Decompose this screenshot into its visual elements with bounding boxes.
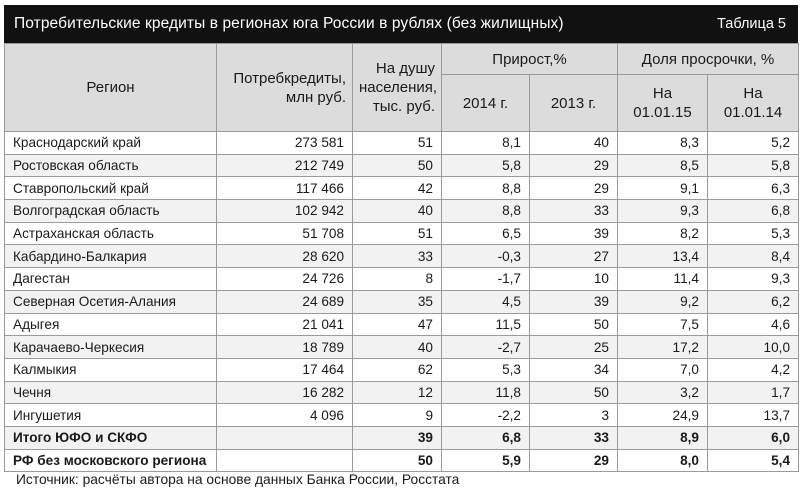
cell-growth-2013: 39 <box>530 290 618 313</box>
cell-credits: 24 689 <box>217 290 353 313</box>
cell-per-capita: 51 <box>353 132 442 155</box>
cell-overdue-2014: 6,3 <box>708 177 799 200</box>
header-overdue-2014-line2: 01.01.14 <box>723 104 783 121</box>
cell-growth-2014: -2,2 <box>442 404 530 427</box>
cell-growth-2013: 25 <box>530 336 618 359</box>
cell-overdue-2015: 8,9 <box>618 426 708 449</box>
cell-overdue-2015: 3,2 <box>618 381 708 404</box>
header-overdue-2015-line2: 01.01.15 <box>633 104 692 121</box>
cell-growth-2013: 29 <box>530 177 618 200</box>
cell-overdue-2014: 1,7 <box>708 381 799 404</box>
source-note: Источник: расчёты автора на основе данных Банка России, Росстата <box>16 472 460 487</box>
cell-region: Дагестан <box>5 268 217 291</box>
cell-growth-2013: 3 <box>530 404 618 427</box>
cell-per-capita: 50 <box>353 449 442 472</box>
cell-overdue-2015: 13,4 <box>618 245 708 268</box>
cell-growth-2013: 27 <box>530 245 618 268</box>
cell-region: Адыгея <box>5 313 217 336</box>
cell-growth-2014: 11,8 <box>442 381 530 404</box>
cell-overdue-2014: 13,7 <box>708 404 799 427</box>
cell-overdue-2014: 5,8 <box>708 154 799 177</box>
cell-region: Волгоградская область <box>5 200 217 223</box>
cell-credits: 117 466 <box>217 177 353 200</box>
table-number-label: Таблица 5 <box>717 16 786 32</box>
cell-overdue-2014: 6,8 <box>708 200 799 223</box>
cell-per-capita: 50 <box>353 154 442 177</box>
cell-growth-2014: 5,3 <box>442 358 530 381</box>
cell-growth-2013: 50 <box>530 313 618 336</box>
cell-credits: 273 581 <box>217 132 353 155</box>
table-row <box>5 358 799 381</box>
cell-credits: 102 942 <box>217 200 353 223</box>
table-row <box>5 290 799 313</box>
header-overdue-2014-line1: На <box>743 85 763 102</box>
header-growth-2014: 2014 г. <box>442 75 530 132</box>
cell-growth-2014: 6,5 <box>442 222 530 245</box>
cell-credits: 17 464 <box>217 358 353 381</box>
cell-per-capita: 40 <box>353 200 442 223</box>
cell-overdue-2014: 5,3 <box>708 222 799 245</box>
cell-growth-2014: -2,7 <box>442 336 530 359</box>
cell-growth-2013: 29 <box>530 154 618 177</box>
cell-region: Кабардино-Балкария <box>5 245 217 268</box>
cell-overdue-2014: 6,0 <box>708 426 799 449</box>
header-region: Регион <box>5 44 217 132</box>
cell-growth-2013: 34 <box>530 358 618 381</box>
cell-overdue-2014: 5,4 <box>708 449 799 472</box>
cell-credits: 51 708 <box>217 222 353 245</box>
credit-table <box>4 43 799 472</box>
cell-region: Калмыкия <box>5 358 217 381</box>
header-per-capita <box>353 44 442 132</box>
cell-growth-2014: -0,3 <box>442 245 530 268</box>
header-growth-2013: 2013 г. <box>530 75 618 132</box>
cell-overdue-2015: 11,4 <box>618 268 708 291</box>
table-total-row <box>5 449 799 472</box>
cell-overdue-2015: 9,1 <box>618 177 708 200</box>
header-growth: Прирост,% <box>442 44 618 75</box>
cell-region: Краснодарский край <box>5 132 217 155</box>
cell-region: Ростовская область <box>5 154 217 177</box>
cell-credits: 28 620 <box>217 245 353 268</box>
cell-growth-2013: 40 <box>530 132 618 155</box>
cell-region: Ингушетия <box>5 404 217 427</box>
cell-credits: 21 041 <box>217 313 353 336</box>
cell-per-capita: 12 <box>353 381 442 404</box>
cell-growth-2014: 8,8 <box>442 177 530 200</box>
cell-region: РФ без московского региона <box>5 449 217 472</box>
cell-per-capita: 42 <box>353 177 442 200</box>
header-overdue-2015-line1: На <box>652 85 673 102</box>
table-row <box>5 336 799 359</box>
cell-per-capita: 40 <box>353 336 442 359</box>
cell-overdue-2015: 24,9 <box>618 404 708 427</box>
table-row <box>5 268 799 291</box>
cell-credits: 18 789 <box>217 336 353 359</box>
cell-region: Карачаево-Черкесия <box>5 336 217 359</box>
table-title-bar <box>4 5 798 43</box>
cell-overdue-2015: 8,3 <box>618 132 708 155</box>
cell-overdue-2015: 8,5 <box>618 154 708 177</box>
table-title: Потребительские кредиты в регионах юга России в рублях (без жилищных) <box>14 15 564 32</box>
table-row <box>5 154 799 177</box>
cell-region: Северная Осетия-Алания <box>5 290 217 313</box>
cell-overdue-2015: 8,0 <box>618 449 708 472</box>
cell-growth-2013: 10 <box>530 268 618 291</box>
header-credits-line1: Потребкредиты, <box>233 69 346 87</box>
cell-overdue-2015: 17,2 <box>618 336 708 359</box>
cell-growth-2014: 5,8 <box>442 154 530 177</box>
header-credits <box>217 44 353 132</box>
cell-growth-2014: 4,5 <box>442 290 530 313</box>
cell-growth-2014: -1,7 <box>442 268 530 291</box>
cell-overdue-2015: 8,2 <box>618 222 708 245</box>
table-row <box>5 381 799 404</box>
cell-per-capita: 8 <box>353 268 442 291</box>
header-per-capita-line1: На душу <box>375 60 435 77</box>
cell-region: Астраханская область <box>5 222 217 245</box>
header-overdue-2015 <box>618 75 708 132</box>
cell-per-capita: 62 <box>353 358 442 381</box>
cell-overdue-2014: 5,2 <box>708 132 799 155</box>
cell-overdue-2014: 8,4 <box>708 245 799 268</box>
cell-per-capita: 39 <box>353 426 442 449</box>
cell-overdue-2014: 4,2 <box>708 358 799 381</box>
cell-growth-2014: 5,9 <box>442 449 530 472</box>
cell-growth-2013: 33 <box>530 426 618 449</box>
cell-region: Итого ЮФО и СКФО <box>5 426 217 449</box>
cell-growth-2014: 8,1 <box>442 132 530 155</box>
cell-region: Ставропольский край <box>5 177 217 200</box>
cell-overdue-2015: 9,3 <box>618 200 708 223</box>
cell-growth-2014: 11,5 <box>442 313 530 336</box>
cell-growth-2014: 6,8 <box>442 426 530 449</box>
table-row <box>5 132 799 155</box>
cell-credits: 16 282 <box>217 381 353 404</box>
cell-growth-2013: 33 <box>530 200 618 223</box>
cell-overdue-2014: 9,3 <box>708 268 799 291</box>
cell-region: Чечня <box>5 381 217 404</box>
cell-growth-2013: 50 <box>530 381 618 404</box>
cell-per-capita: 33 <box>353 245 442 268</box>
table-row <box>5 200 799 223</box>
table-row <box>5 222 799 245</box>
cell-per-capita: 51 <box>353 222 442 245</box>
cell-overdue-2015: 7,0 <box>618 358 708 381</box>
cell-overdue-2014: 6,2 <box>708 290 799 313</box>
cell-per-capita: 47 <box>353 313 442 336</box>
table-total-row <box>5 426 799 449</box>
cell-credits: 4 096 <box>217 404 353 427</box>
cell-per-capita: 9 <box>353 404 442 427</box>
header-overdue-2014 <box>708 75 799 132</box>
cell-per-capita: 35 <box>353 290 442 313</box>
table-row <box>5 245 799 268</box>
cell-growth-2013: 39 <box>530 222 618 245</box>
cell-credits: 24 726 <box>217 268 353 291</box>
cell-overdue-2015: 7,5 <box>618 313 708 336</box>
table-row <box>5 404 799 427</box>
header-per-capita-line2: населения, <box>359 79 438 96</box>
table-row <box>5 313 799 336</box>
cell-credits <box>217 426 353 449</box>
cell-overdue-2015: 9,2 <box>618 290 708 313</box>
cell-growth-2014: 8,8 <box>442 200 530 223</box>
cell-overdue-2014: 4,6 <box>708 313 799 336</box>
cell-credits <box>217 449 353 472</box>
header-overdue: Доля просрочки, % <box>618 44 799 75</box>
header-credits-line2: млн руб. <box>285 88 346 106</box>
table-row <box>5 177 799 200</box>
cell-overdue-2014: 10,0 <box>708 336 799 359</box>
cell-growth-2013: 29 <box>530 449 618 472</box>
cell-credits: 212 749 <box>217 154 353 177</box>
header-per-capita-line3: тыс. руб. <box>372 98 435 115</box>
